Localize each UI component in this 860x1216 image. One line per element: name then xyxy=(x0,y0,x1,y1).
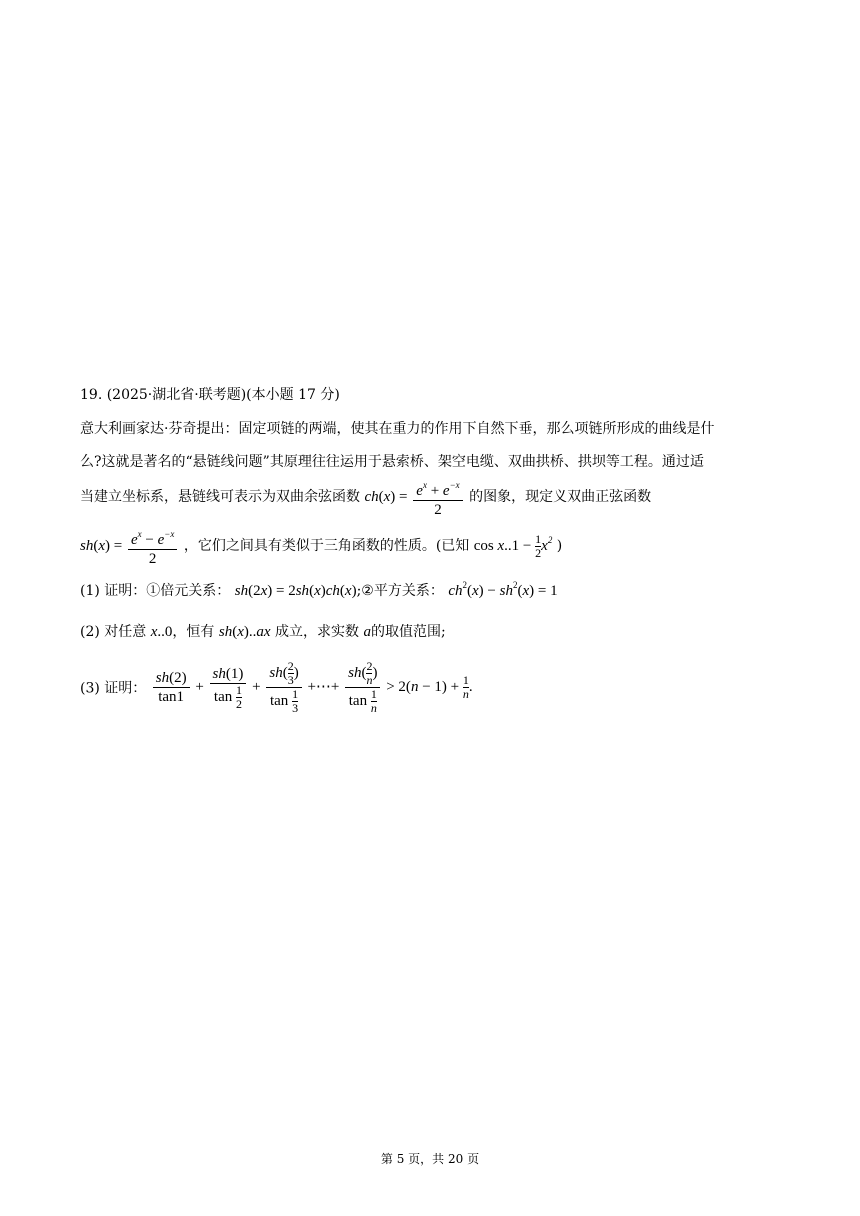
part-2 xyxy=(80,621,446,641)
part-2-mid-text-2: 成立，求实数 xyxy=(275,624,359,640)
cosh-definition-formula: ch(x) = $\frac{e^x + e^{-x}}{2}$ xyxy=(364,489,464,505)
problem-text-line-3 xyxy=(80,476,651,519)
page-footer: 第 5 页，共 20 页 xyxy=(380,1152,480,1166)
problem-text-line-1: 意大利画家达·芬奇提出：固定项链的两端，使其在重力的作用下自然下垂，那么项链所形成的曲线是什 xyxy=(80,421,715,437)
problem-text-line-4 xyxy=(80,525,562,568)
question-header: 19. (2025·湖北省·联考题)(本小题 17 分) xyxy=(80,387,340,403)
line-4-text-b: ) xyxy=(556,537,563,554)
part-1-label: (1) 证明：①倍元关系： xyxy=(80,583,231,599)
problem-text-line-2: 么?这就是著名的“悬链线问题”其原理往往运用于悬索桥、架空电缆、双曲拱桥、拱坝等工程。通过适 xyxy=(80,454,704,470)
part-3 xyxy=(80,660,473,715)
line-4-text-a: ，它们之间具有类似于三角函数的性质。(已知 xyxy=(183,537,470,554)
part-3-label: (3) 证明： xyxy=(80,680,147,697)
x-condition-formula: x..0 xyxy=(150,624,173,640)
line-3-text-b: 的图象，现定义双曲正弦函数 xyxy=(469,488,652,505)
sinh-definition-formula: sh(x) = $\frac{e^x - e^{-x}}{2}$ xyxy=(80,538,179,554)
double-angle-formula: sh(2x) = 2sh(x)ch(x) xyxy=(234,583,357,599)
sh-ax-inequality: sh(x)..ax xyxy=(218,624,271,640)
part-2-mid-text: ，恒有 xyxy=(172,624,215,640)
line-3-text-a: 当建立坐标系，悬链线可表示为双曲余弦函数 xyxy=(80,488,360,505)
sum-inequality-formula: $\frac{sh(2)}{\tan 1}$ + sh(1) tan $\frac{1}{2}$ + sh( $\frac{2}{3}$ ) tan $\frac{1}{3}$ +⋯+ sh( $\frac{2}{n}$ ) tan $\frac{1}{n}$ > 2(n − 1) + $\frac{1}{n}$ . xyxy=(151,679,473,695)
part-1-mid-text: ;②平方关系： xyxy=(356,583,444,599)
part-1 xyxy=(80,580,558,600)
variable-a: a xyxy=(363,624,371,640)
part-2-end-text: 的取值范围; xyxy=(370,624,446,640)
square-identity-formula: $ch^2(x) - sh^2(x) = 1$ xyxy=(448,580,558,599)
part-2-label: (2) 对任意 xyxy=(80,624,147,640)
cos-inequality-formula: cos x..1 − $\frac{1}{2}$ $x^2$ xyxy=(473,532,553,560)
